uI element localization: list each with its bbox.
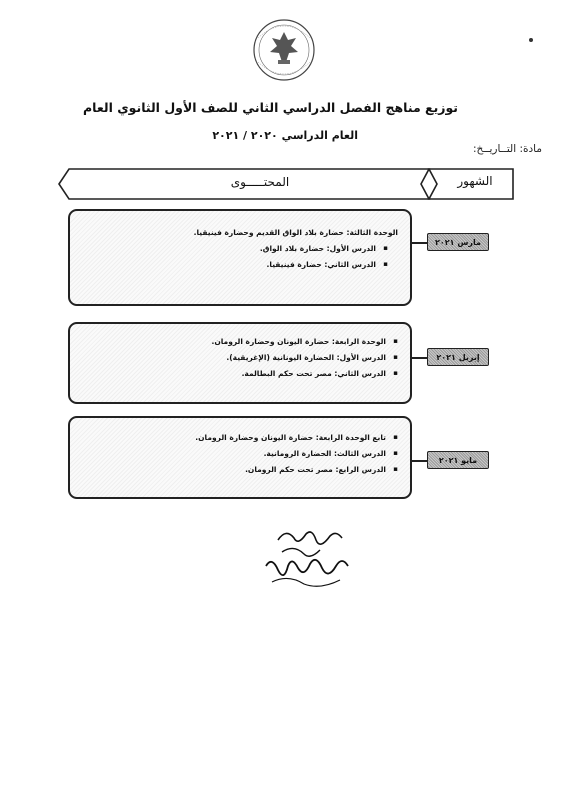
month-label-march: مارس ٢٠٢١ [427,233,489,251]
list-item: ▪ الدرس الثالث: الحضارة الرومانية. [195,448,398,459]
signature-icon [258,526,354,592]
content-box-april [68,322,412,404]
content-list [211,336,398,384]
connector-line [412,460,427,462]
list-item: الوحدة الثالثة: حضارة بلاد الواق القديم وحضارة فينيقيا. [193,228,398,237]
list-item: ▪ الدرس الثاني: حضارة فينيقيا. [194,259,388,270]
content-header: المحتـــــوى [230,175,290,189]
list-item: ▪ الدرس الأول: الحضارة اليونانية (الإغريقية). [211,352,398,363]
connector-line [412,242,427,244]
list-item: ▪ الدرس الأول: حضارة بلاد الواق. [194,243,388,254]
list-item: ▪ الدرس الثاني: مصر تحت حكم البطالمة. [211,368,398,379]
page-title: توزيع مناهج الفصل الدراسي الثاني للصف الأول الثانوي العام [82,100,458,115]
content-list [195,432,398,480]
content-box-march [68,209,412,306]
months-header: الشهور [457,174,493,188]
list-item: ▪ الوحدة الرابعة: حضارة اليونان وحضارة الرومان. [211,336,398,347]
content-box-may [68,416,412,499]
content-list [194,227,398,275]
connector-line [412,357,427,359]
academic-year: العام الدراسي ٢٠٢٠ / ٢٠٢١ [212,129,358,142]
ministry-logo-icon [246,16,322,88]
list-item: ▪ الدرس الرابع: مصر تحت حكم الرومان. [195,464,398,475]
list-item: ▪ تابع الوحدة الرابعة: حضارة اليونان وحضارة الرومان. [195,432,398,443]
scan-mark [529,38,533,42]
subject-label: مادة: التــاريــخ: [473,143,542,155]
month-label-april: إبريل ٢٠٢١ [427,348,489,366]
month-label-may: مايو ٢٠٢١ [427,451,489,469]
